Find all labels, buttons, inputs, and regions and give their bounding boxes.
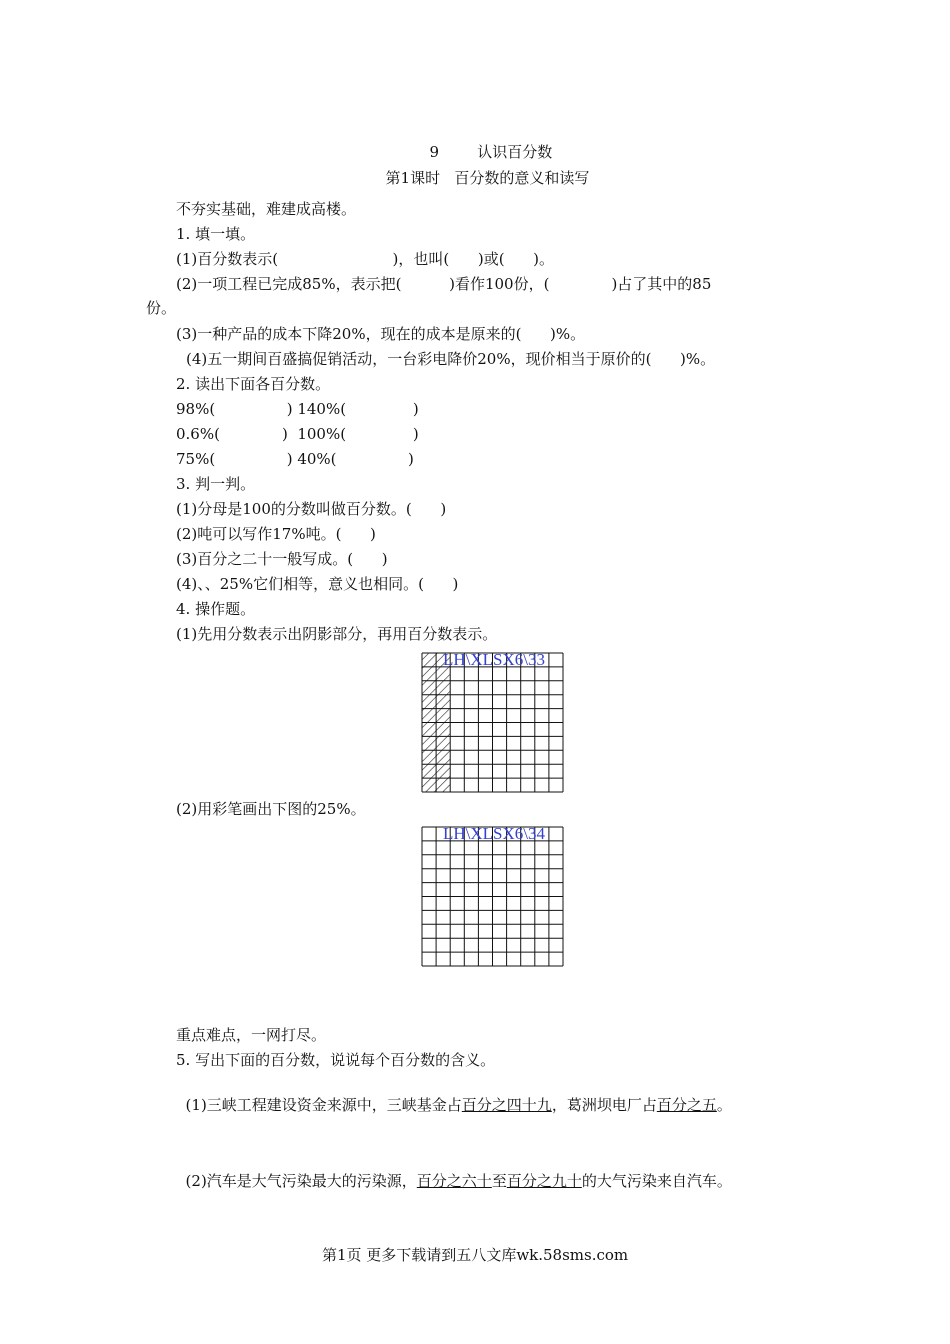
q5-item-2 (176, 1151, 732, 1191)
q5-item-2-pre: (2)汽车是大气污染最大的污染源， (185, 1172, 417, 1190)
q3-item-4: (4)、、25%它们相等，意义也相同。( ) (176, 575, 459, 593)
q5-item-1 (176, 1075, 732, 1115)
q1-item-2-cont: 份。 (146, 299, 177, 317)
q5-item-2-percent-b: 百分之九十 (506, 1172, 582, 1190)
q1-item-4: (4)五一期间百盛搞促销活动，一台彩电降价20%，现价相当于原价的( )%。 (186, 350, 716, 368)
q5-item-1-pre: (1)三峡工程建设资金来源中，三峡基金占 (185, 1096, 462, 1114)
q2-row-1: 98%( ) 140%( ) (176, 400, 419, 418)
hundred-grid-shaded (421, 652, 564, 793)
page-footer: 第1页 更多下载请到五八文库wk.58sms.com (322, 1246, 629, 1264)
q3-item-1: (1)分母是100的分数叫做百分数。( ) (176, 500, 447, 518)
section-heading-key-points: 重点难点，一网打尽。 (176, 1026, 327, 1044)
q5-item-1-post: 。 (716, 1096, 732, 1114)
lesson-title-text: 百分数的意义和读写 (454, 169, 590, 187)
grid-2-svg[interactable] (421, 826, 564, 967)
hundred-grid-blank[interactable] (421, 826, 564, 967)
q5-item-2-mid: 至 (491, 1172, 507, 1190)
unit-number: 9 (429, 143, 440, 161)
section-heading-basics: 不夯实基础，难建成高楼。 (176, 200, 357, 218)
q1-item-1: (1)百分数表示( )，也叫( )或( )。 (176, 250, 555, 268)
lesson-title (376, 148, 589, 188)
q1-title: 1. 填一填。 (176, 225, 256, 243)
q5-item-1-mid: ，葛洲坝电厂占 (551, 1096, 657, 1114)
q5-item-1-percent-a: 百分之四十九 (461, 1096, 552, 1114)
q1-item-2: (2)一项工程已完成85%，表示把( )看作100份，( )占了其中的85 (176, 275, 712, 293)
q5-item-1-percent-b: 百分之五 (656, 1096, 717, 1114)
grid-1-svg (421, 652, 564, 793)
q1-item-3: (3)一种产品的成本下降20%，现在的成本是原来的( )%。 (176, 325, 586, 343)
q2-row-2: 0.6%( ) 100%( ) (176, 425, 419, 443)
q5-item-2-percent-a: 百分之六十 (416, 1172, 492, 1190)
unit-title-text: 认识百分数 (477, 143, 553, 161)
q2-title: 2. 读出下面各百分数。 (176, 375, 331, 393)
q4-title: 4. 操作题。 (176, 600, 256, 618)
q4-item-2: (2)用彩笔画出下图的25%。 (176, 800, 366, 818)
q3-item-3: (3)百分之二十一般写成。( ) (176, 550, 388, 568)
q4-item-1: (1)先用分数表示出阴影部分，再用百分数表示。 (176, 625, 498, 643)
q3-item-2: (2)吨可以写作17%吨。( ) (176, 525, 376, 543)
q5-title: 5. 写出下面的百分数，说说每个百分数的含义。 (176, 1051, 496, 1069)
q3-title: 3. 判一判。 (176, 475, 256, 493)
grid-2-label: LH\XLSX6\34 (443, 824, 545, 843)
lesson-number: 第1课时 (385, 169, 441, 187)
q5-item-2-post: 的大气污染来自汽车。 (581, 1172, 732, 1190)
q2-row-3: 75%( ) 40%( ) (176, 450, 414, 468)
grid-1-label: LH\XLSX6\33 (443, 650, 545, 669)
